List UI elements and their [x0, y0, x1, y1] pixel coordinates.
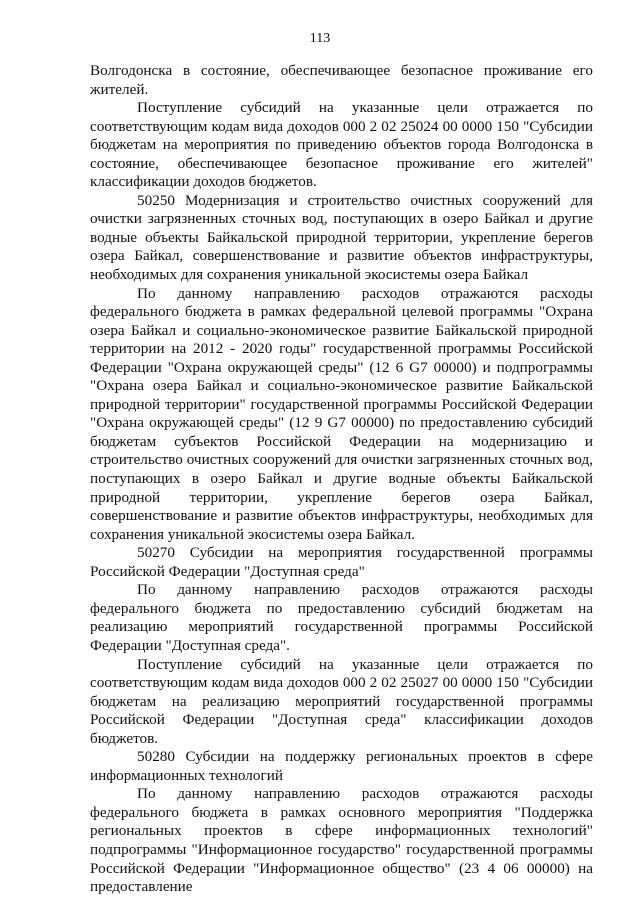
- paragraph-income-accessible-env: Поступление субсидий на указанные цели отражается по соответствующим кодам вида доходов 000 2 02 25027 00 0000 150 "Субсидии бюджетам на реализацию мероприятий государственной программы Российской Федерации "Доступная среда" классификации доходов бюджетов.: [90, 655, 593, 747]
- paragraph-continuation: Волгодонска в состояние, обеспечивающее безопасное проживание его жителей.: [90, 62, 593, 98]
- document-body: [90, 62, 593, 897]
- paragraph-expenses-accessible-env: По данному направлению расходов отражаются расходы федерального бюджета по предоставлению субсидий бюджетам на реализацию мероприятий государственной программы Российской Федерации "Доступная среда".: [90, 581, 593, 654]
- paragraph-expenses-baikal: По данному направлению расходов отражаются расходы федерального бюджета в рамках федеральной целевой программы "Охрана озера Байкал и социально-экономическое развитие Байкальской природной территории на 2012 - 2020 годы" государственной программы Российской Федерации "Охрана окружающей среды" (12 6 G7 00000) и подпрограммы "Охрана озера Байкал и социально-экономическое развитие Байкальской природной территории" государственной программы Российской Федерации "Охрана окружающей среды" (12 9 G7 00000) по предоставлению субсидий бюджетам субъектов Российской Федерации на модернизацию и строительство очистных сооружений для очистки загрязненных сточных вод, поступающих в озеро Байкал и другие водные объекты Байкальской природной территории, укрепление берегов озера Байкал, совершенствование и развитие объектов инфраструктуры, необходимых для сохранения уникальной экосистемы озера Байкал.: [90, 284, 593, 543]
- paragraph-income-volgodonsk: Поступление субсидий на указанные цели отражается по соответствующим кодам вида доходов 000 2 02 25024 00 0000 150 "Субсидии бюджетам на мероприятия по приведению объектов города Волгодонска в состояние, обеспечивающее безопасное проживание его жителей" классификации доходов бюджетов.: [90, 99, 593, 191]
- paragraph-heading-50250: 50250 Модернизация и строительство очистных сооружений для очистки загрязненных сточных вод, поступающих в озеро Байкал и другие водные объекты Байкальской природной территории, укрепление берегов озера Байкал, совершенствование и развитие объектов инфраструктуры, необходимых для сохранения уникальной экосистемы озера Байкал: [90, 191, 593, 284]
- paragraph-heading-50270: 50270 Субсидии на мероприятия государственной программы Российской Федерации "Доступная среда": [90, 544, 593, 580]
- paragraph-expenses-it-projects: По данному направлению расходов отражаются расходы федерального бюджета в рамках основного мероприятия "Поддержка региональных проектов в сфере информационных технологий" подпрограммы "Информационное государство" государственной программы Российской Федерации "Информационное общество" (23 4 06 00000) на предоставление: [90, 785, 593, 896]
- page-number: 113: [309, 31, 331, 46]
- paragraph-heading-50280: 50280 Субсидии на поддержку региональных проектов в сфере информационных технологий: [90, 748, 593, 784]
